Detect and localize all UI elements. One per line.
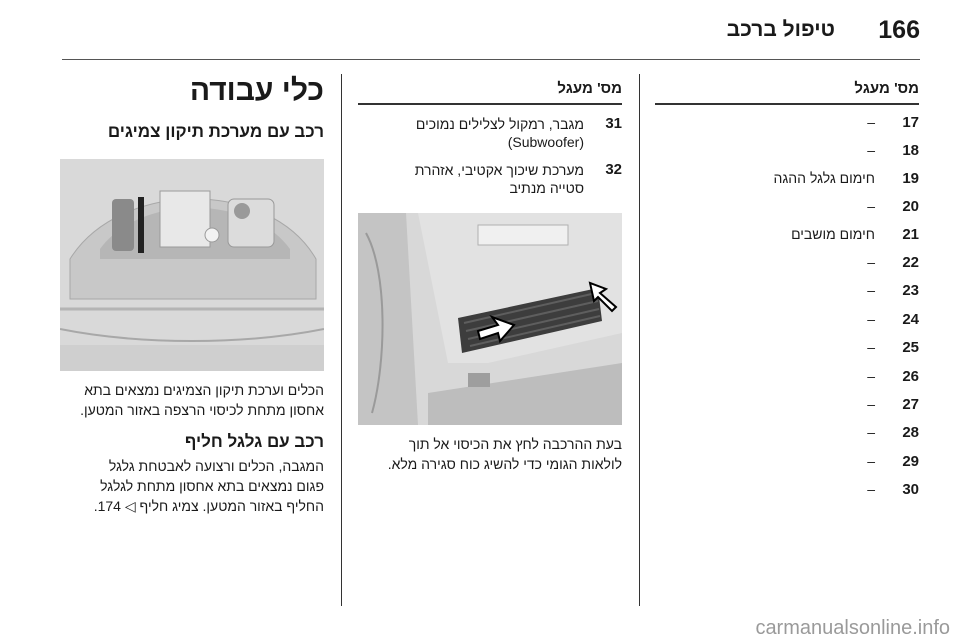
paragraph-line: אחסון מתחת לכיסוי הרצפה באזור המטען. <box>80 402 324 418</box>
circuit-desc: – <box>867 142 875 158</box>
circuit-number: 32 <box>605 161 622 178</box>
tools-section <box>60 74 324 142</box>
circuit-desc: – <box>867 198 875 214</box>
circuit-number: 18 <box>902 142 919 159</box>
page-header-title: טיפול ברכב <box>726 18 835 41</box>
circuit-desc: חימום גלגל ההגה <box>773 170 875 186</box>
paragraph-line: המגבה, הכלים ורצועה לאבטחת גלגל <box>108 458 324 474</box>
table-heading: מס' מעגל <box>358 74 622 105</box>
trunk-cover-photo <box>358 213 622 425</box>
header-rule <box>62 59 920 60</box>
circuit-number: 20 <box>902 198 919 215</box>
table-row <box>655 424 919 446</box>
spare-wheel-paragraph <box>60 456 324 516</box>
paragraph-line: פגום נמצאים בתא אחסון מתחת לגלגל <box>100 478 324 494</box>
table-row <box>655 311 919 333</box>
circuit-desc-line1: מגבר, רמקול לצלילים נמוכים <box>415 116 584 132</box>
circuit-desc: – <box>867 396 875 412</box>
circuit-number: 31 <box>605 115 622 132</box>
circuit-number: 21 <box>902 226 919 243</box>
table-row <box>655 339 919 361</box>
circuit-desc: – <box>867 424 875 440</box>
circuit-desc-line1: מערכת שיכוך אקטיבי, אזהרת <box>414 162 584 178</box>
table-row <box>358 115 622 151</box>
circuit-number: 22 <box>902 254 919 271</box>
caption-line: בעת ההרכבה לחץ את הכיסוי אל תוך <box>408 436 622 452</box>
circuit-number: 19 <box>902 170 919 187</box>
watermark: carmanualsonline.info <box>755 617 950 639</box>
fuse-table-right <box>655 74 919 498</box>
circuit-desc: – <box>867 311 875 327</box>
circuit-desc: – <box>867 453 875 469</box>
circuit-desc: – <box>867 254 875 270</box>
circuit-number: 23 <box>902 282 919 299</box>
photo-caption <box>358 434 622 474</box>
table-row <box>655 282 919 304</box>
subsection-title-spare: רכב עם גלגל חליף <box>184 432 324 451</box>
table-row <box>655 453 919 475</box>
paragraph-line: הכלים וערכת תיקון הצמיגים נמצאים בתא <box>84 382 324 398</box>
circuit-desc: חימום מושבים <box>791 226 875 242</box>
fuse-table-middle <box>358 74 622 197</box>
circuit-desc: – <box>867 481 875 497</box>
circuit-desc: – <box>867 114 875 130</box>
circuit-number: 28 <box>902 424 919 441</box>
circuit-number: 30 <box>902 481 919 498</box>
table-row <box>655 198 919 220</box>
circuit-number: 27 <box>902 396 919 413</box>
circuit-number: 25 <box>902 339 919 356</box>
paragraph-line: החליף באזור המטען. צמיג חליף ◁ 174. <box>93 498 324 514</box>
table-heading: מס' מעגל <box>655 74 919 105</box>
circuit-desc-line2: (Subwoofer) <box>507 134 584 150</box>
circuit-number: 24 <box>902 311 919 328</box>
column-divider-left <box>341 74 342 606</box>
table-row <box>655 226 919 248</box>
page-number: 166 <box>878 16 920 44</box>
circuit-number: 26 <box>902 368 919 385</box>
tool-kit-photo <box>60 159 324 371</box>
circuit-number: 17 <box>902 114 919 131</box>
caption-line: לולאות הגומי כדי להשיג כוח סגירה מלא. <box>387 456 622 472</box>
circuit-desc: – <box>867 368 875 384</box>
table-row <box>655 142 919 164</box>
column-divider-right <box>639 74 640 606</box>
circuit-desc-line2: סטייה מנתיב <box>509 180 584 196</box>
table-row <box>358 161 622 197</box>
tire-repair-paragraph <box>60 380 324 420</box>
circuit-desc: – <box>867 339 875 355</box>
subsection-title: רכב עם מערכת תיקון צמיגים <box>107 122 324 141</box>
circuit-desc: – <box>867 282 875 298</box>
circuit-number: 29 <box>902 453 919 470</box>
table-row <box>655 396 919 418</box>
section-title: כלי עבודה <box>189 74 324 107</box>
table-row <box>655 481 919 503</box>
table-row <box>655 254 919 276</box>
table-row <box>655 368 919 390</box>
table-row <box>655 114 919 136</box>
table-row <box>655 170 919 192</box>
